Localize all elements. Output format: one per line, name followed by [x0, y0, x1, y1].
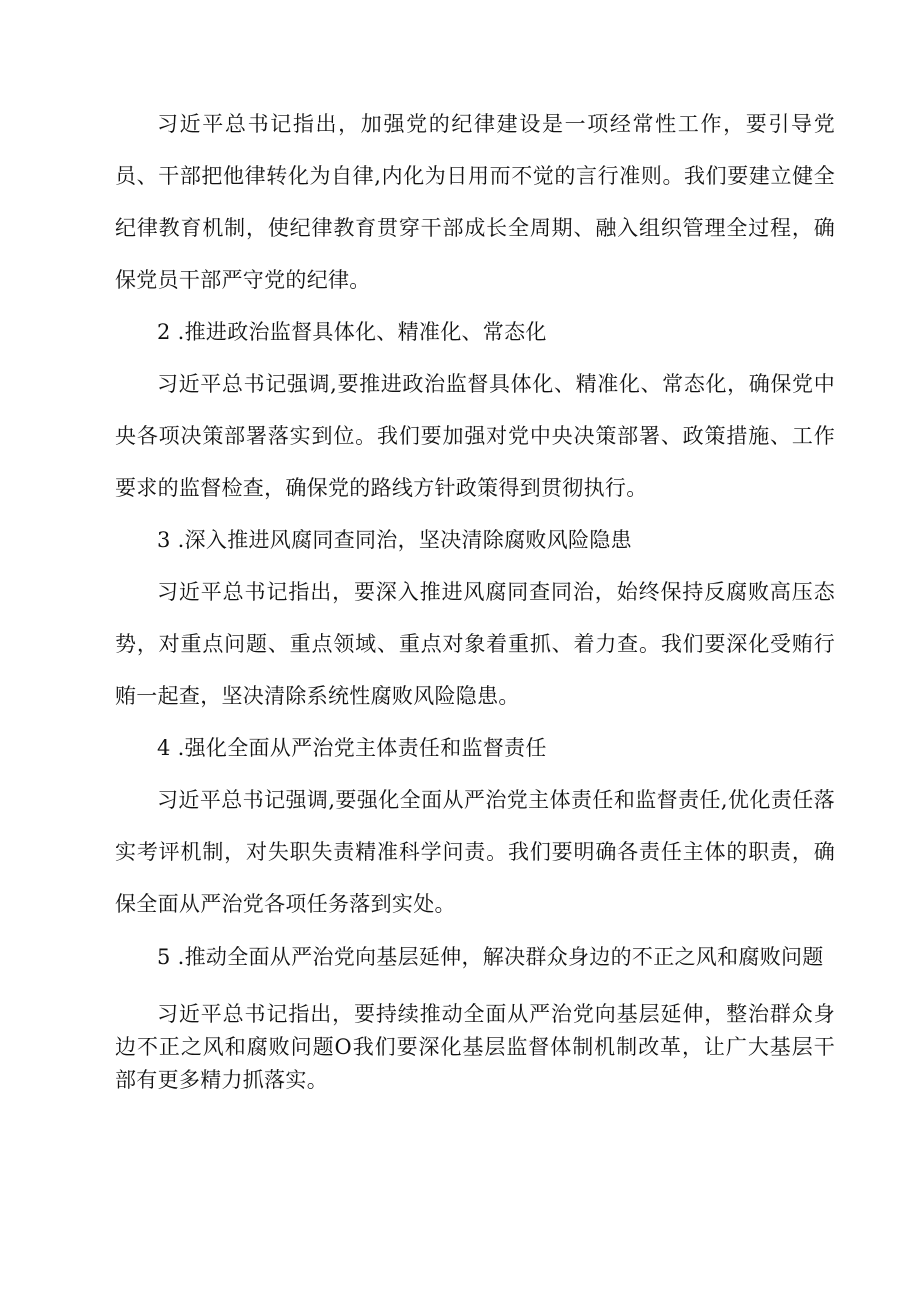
- heading-grassroots: 5 .推动全面从严治党向基层延伸，解决群众身边的不正之风和腐败问题: [157, 945, 824, 969]
- paragraph-responsibility: 习近平总书记强调,要强化全面从严治党主体责任和监督责任,优化责任落实考评机制，对失职失责精准科学问责。我们要明确各责任主体的职责，确保全面从严治党各项任务落到实处。: [115, 788, 835, 916]
- paragraph-grassroots: 习近平总书记指出，要持续推动全面从严治党向基层延伸，整治群众身边不正之风和腐败问题O我们要深化基层监督体制机制改革，让广大基层干部有更多精力抓落实。: [115, 1002, 835, 1092]
- paragraph-discipline-education: 习近平总书记指出，加强党的纪律建设是一项经常性工作，要引导党员、干部把他律转化为自律,内化为日用而不觉的言行准则。我们要建立健全纪律教育机制，使纪律教育贯穿干部成长全周期、融入组织管理全过程，确保党员干部严守党的纪律。: [115, 112, 835, 292]
- heading-political-supervision: 2 .推进政治监督具体化、精准化、常态化: [157, 320, 547, 344]
- paragraph-political-supervision: 习近平总书记强调,要推进政治监督具体化、精准化、常态化，确保党中央各项决策部署落实到位。我们要加强对党中央决策部署、政策措施、工作要求的监督检查，确保党的路线方针政策得到贯彻执行。: [115, 372, 835, 500]
- paragraph-anti-corruption: 习近平总书记指出，要深入推进风腐同查同治，始终保持反腐败高压态势，对重点问题、重点领域、重点对象着重抓、着力查。我们要深化受贿行贿一起查，坚决清除系统性腐败风险隐患。: [115, 580, 835, 708]
- document-body: [115, 98, 835, 1097]
- heading-responsibility: 4 .强化全面从严治党主体责任和监督责任: [157, 736, 547, 760]
- heading-anti-corruption: 3 .深入推进风腐同查同治，坚决清除腐败风险隐患: [157, 528, 632, 552]
